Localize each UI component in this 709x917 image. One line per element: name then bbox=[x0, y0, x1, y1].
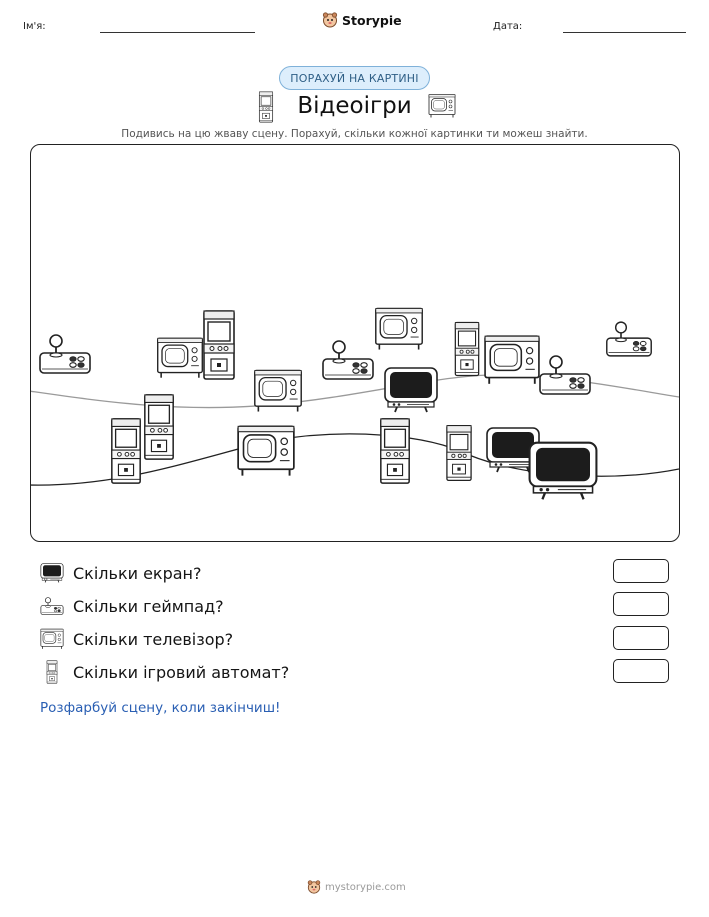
question-text: Скільки телевізор? bbox=[73, 629, 234, 649]
gamepad bbox=[40, 335, 90, 373]
tv-icon bbox=[428, 93, 456, 119]
television bbox=[485, 337, 539, 385]
page-subtitle: Подивись на цю жваву сцену. Порахуй, скільки кожної картинки ти можеш знайти. bbox=[121, 128, 588, 140]
arcade-machine bbox=[204, 311, 234, 379]
answer-box-arcade[interactable] bbox=[613, 659, 669, 683]
arcade-machine bbox=[381, 419, 409, 483]
gamepad bbox=[540, 356, 590, 394]
question-row bbox=[40, 626, 233, 652]
count-badge: ПОРАХУЙ НА КАРТИНІ bbox=[279, 66, 430, 90]
color-instruction: Розфарбуй сцену, коли закінчиш! bbox=[40, 700, 281, 716]
question-row bbox=[40, 593, 224, 619]
mascot-icon bbox=[307, 880, 321, 894]
screen-icon bbox=[40, 561, 64, 585]
footer-site: mystorypie.com bbox=[325, 881, 406, 893]
screen bbox=[530, 443, 597, 500]
answer-box-tv[interactable] bbox=[613, 626, 669, 650]
brand-name: Storypie bbox=[342, 12, 402, 28]
page-title: Відеоігри bbox=[297, 93, 412, 119]
counting-scene bbox=[30, 144, 680, 542]
arcade-machine bbox=[112, 419, 140, 483]
answer-box-screen[interactable] bbox=[613, 559, 669, 583]
tv-icon bbox=[40, 627, 64, 651]
television bbox=[255, 371, 301, 412]
arcade-machine bbox=[456, 323, 479, 376]
name-line[interactable] bbox=[100, 32, 255, 33]
television bbox=[158, 339, 203, 378]
television bbox=[376, 309, 422, 350]
question-text: Скільки екран? bbox=[73, 563, 202, 583]
arcade-machine bbox=[145, 395, 173, 459]
question-text: Скільки ігровий автомат? bbox=[73, 662, 290, 682]
gamepad-icon bbox=[40, 594, 64, 618]
mascot-icon bbox=[322, 12, 338, 28]
question-row bbox=[40, 659, 289, 685]
gamepad bbox=[607, 323, 651, 357]
question-text: Скільки геймпад? bbox=[73, 596, 224, 616]
question-row bbox=[40, 560, 202, 586]
screen bbox=[385, 368, 437, 412]
answer-box-gamepad[interactable] bbox=[613, 592, 669, 616]
date-label: Дата: bbox=[493, 21, 523, 32]
arcade-machine bbox=[447, 426, 471, 481]
brand-logo bbox=[322, 12, 402, 28]
name-label: Ім'я: bbox=[23, 21, 46, 32]
gamepad bbox=[323, 341, 373, 379]
date-line[interactable] bbox=[563, 32, 686, 33]
arcade-icon bbox=[40, 660, 64, 684]
television bbox=[239, 427, 295, 476]
footer-brand bbox=[307, 880, 406, 894]
